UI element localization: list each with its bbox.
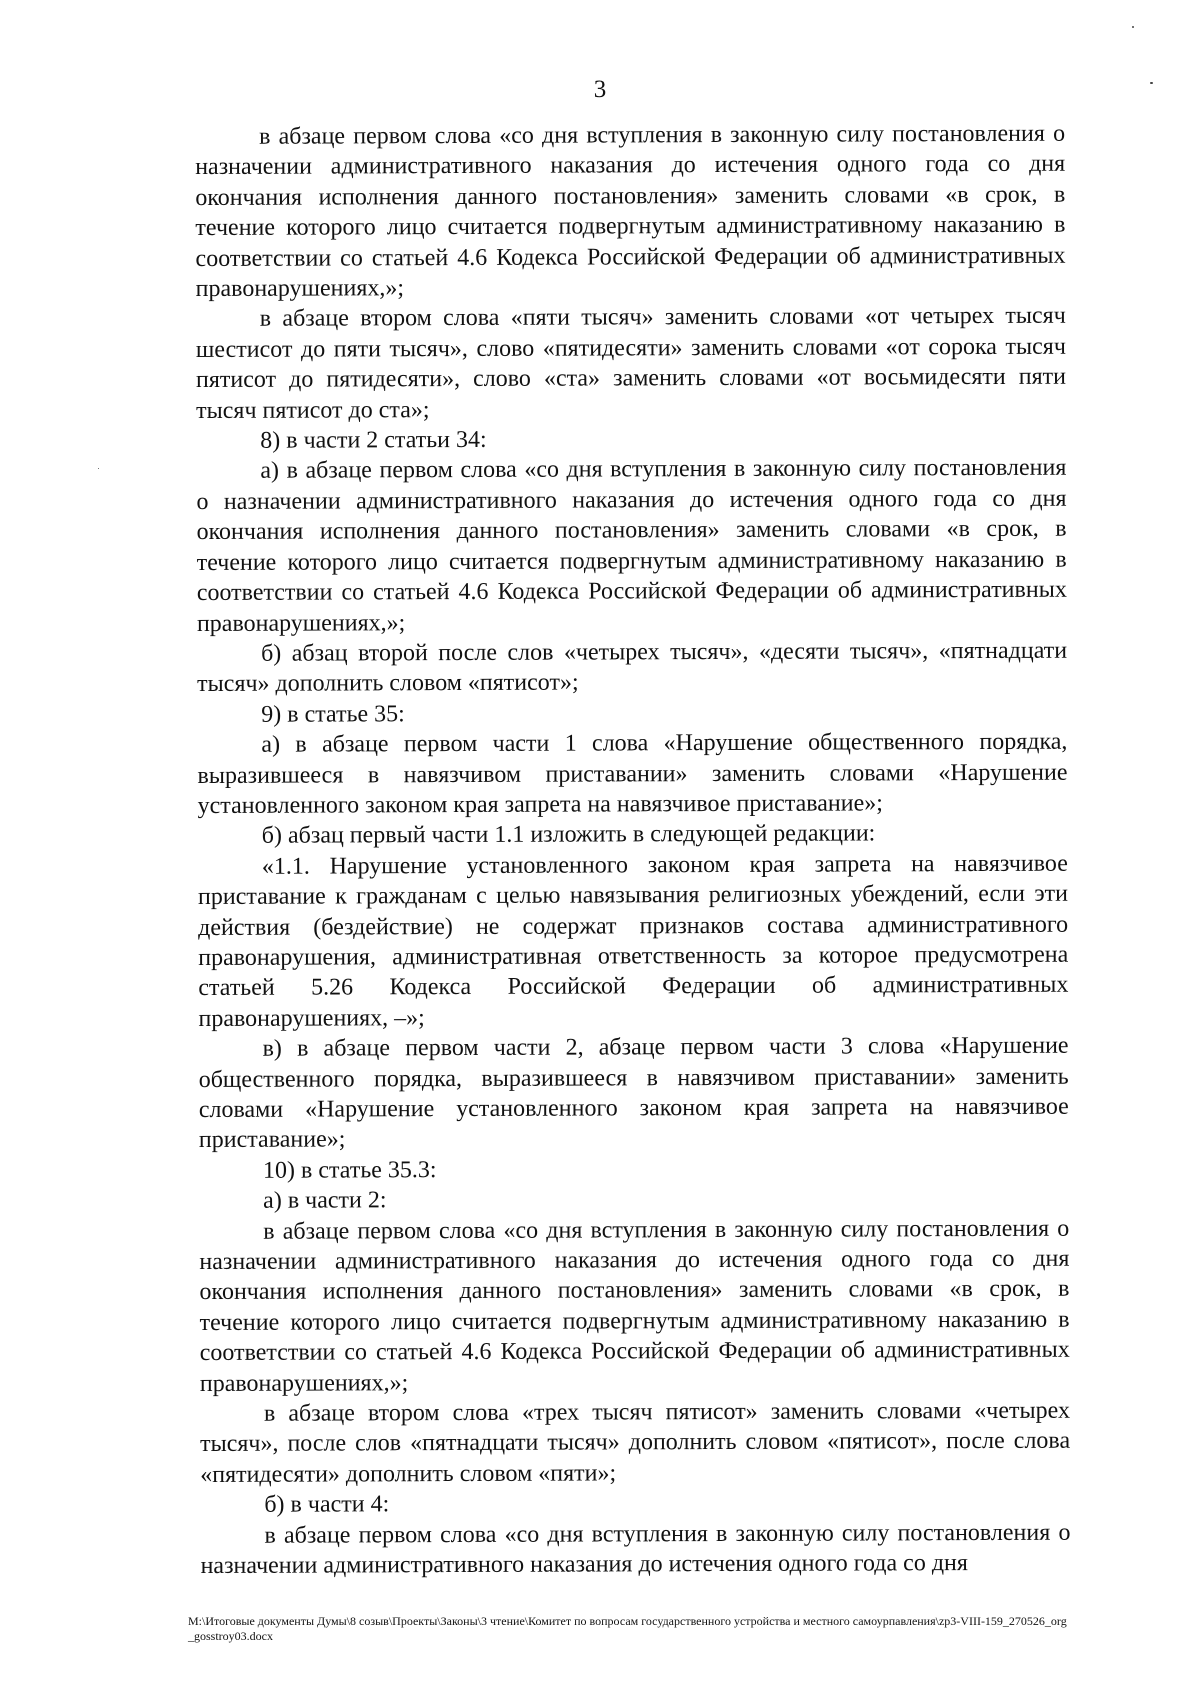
paragraph-12: а) в части 2: — [263, 1187, 387, 1214]
scan-speck — [1150, 82, 1153, 84]
document-body — [195, 119, 1071, 1582]
paragraph-8: б) абзац первый части 1.1 изложить в следующей редакции: — [261, 820, 876, 850]
paragraph-15: б) в части 4: — [264, 1491, 390, 1519]
scan-speck — [98, 468, 99, 469]
paragraph-7: а) в абзаце первом части 1 слова «Нарушение общественного порядка, выразившееся в навязчивом приставании» заменить словами «Нарушение установленного законом края запрета на навязчивое приставание»; — [197, 728, 1068, 819]
page-number: 3 — [593, 76, 607, 103]
paragraph-16: в абзаце первом слова «со дня вступления в законную силу постановления о назначении административного наказания до истечения одного года со дня — [200, 1519, 1071, 1580]
paragraph-11: 10) в статье 35.3: — [262, 1156, 437, 1184]
paragraph-10: в) в абзаце первом части 2, абзаце первом части 3 слова «Нарушение общественного порядка, выразившееся в навязчивом приставании» заменить словами «Нарушение установленного законом края запрета на навязчивое приставание»; — [198, 1032, 1069, 1154]
paragraph-6: 9) в статье 35: — [261, 700, 405, 728]
paragraph-4: а) в абзаце первом слова «со дня вступления в законную силу постановления о назначении административного наказания до истечения одного года со дня окончания исполнения данного постановления» заменить словами «в срок, в течение которого лицо считается подвергнутым административному наказанию в соответствии со статьей 4.6 Кодекса Российской Федерации об административных правонарушениях,»; — [196, 455, 1067, 637]
paragraph-3: 8) в части 2 статьи 34: — [260, 426, 487, 454]
paragraph-2: в абзаце втором слова «пяти тысяч» заменить словами «от четырех тысяч шестисот до пяти тысяч», слово «пятидесяти» заменить словами «от сорока тысяч пятисот до пятидесяти», слово «ста» заменить словами «от восьмидесяти пяти тысяч пятисот до ста»; — [195, 303, 1067, 424]
paragraph-14: в абзаце втором слова «трех тысяч пятисот» заменить словами «четырех тысяч», после слов «пятнадцати тысяч» дополнить словом «пятисот», после слова «пятидесяти» дополнить словом «пяти»; — [200, 1397, 1071, 1488]
paragraph-9: «1.1. Нарушение установленного законом края запрета на навязчивое приставание к гражданам с целью навязывания религиозных убеждений, если эти действия (бездействие) не содержат признаков состава административного правонарушения, административная ответственность за которое предусмотрена статьей 5.26 Кодекса Российской Федерации об административных правонарушениях, –»; — [197, 850, 1069, 1032]
paragraph-1: в абзаце первом слова «со дня вступления в законную силу постановления о назначении административного наказания до истечения одного года со дня окончания исполнения данного постановления» заменить словами «в срок, в течение которого лицо считается подвергнутым административному наказанию в соответствии со статьей 4.6 Кодекса Российской Федерации об административных правонарушениях,»; — [195, 120, 1066, 303]
paragraph-13: в абзаце первом слова «со дня вступления в законную силу постановления о назначении административного наказания до истечения одного года со дня окончания исполнения данного постановления» заменить словами «в срок, в течение которого лицо считается подвергнутым административному наказанию в соответствии со статьей 4.6 Кодекса Российской Федерации об административных правонарушениях,»; — [199, 1215, 1070, 1397]
footer-file-path: M:\Итоговые документы Думы\8 созыв\Проекты\Законы\3 чтение\Комитет по вопросам государственного устройства и местного самоурпавления\zp3-VIII-159_270526_org_gosstroy03.docx — [188, 1614, 1067, 1643]
paragraph-5: б) абзац второй после слов «четырех тысяч», «десяти тысяч», «пятнадцати тысяч» дополнить словом «пятисот»; — [197, 637, 1068, 698]
scan-speck — [1132, 26, 1134, 28]
